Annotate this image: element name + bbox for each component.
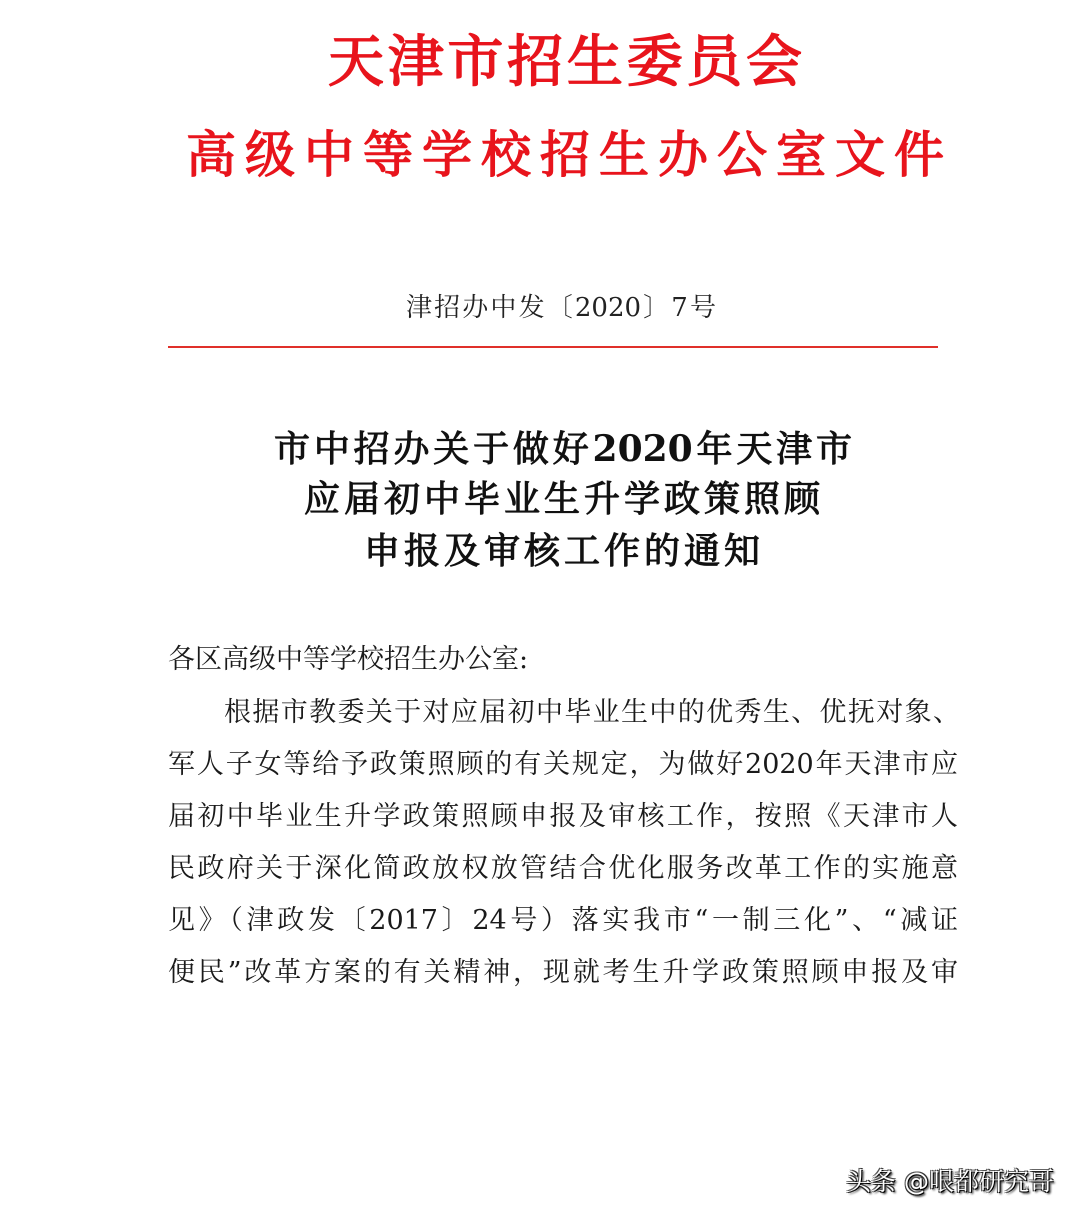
document-number: 津招办中发〔2020〕7号 — [406, 293, 716, 323]
title-line-2: 应届初中毕业生升学政策照顾 — [304, 478, 820, 520]
header-line-1: 天津市招生委员会 — [328, 30, 802, 95]
header-line-2: 高级中等学校招生办公室文件 — [186, 126, 944, 184]
title-line-3: 申报及审核工作的通知 — [364, 530, 760, 572]
body-line: 军人子女等给予政策照顾的有关规定，为做好2020年天津市应 — [168, 749, 958, 780]
body-line: 便民”改革方案的有关精神，现就考生升学政策照顾申报及审 — [168, 957, 958, 988]
body-line: 见》（津政发〔2017〕24号）落实我市“一制三化”、“减证 — [168, 905, 958, 936]
body-line: 民政府关于深化简政放权放管结合优化服务改革工作的实施意 — [168, 853, 958, 884]
body-line: 届初中毕业生升学政策照顾申报及审核工作，按照《天津市人 — [168, 801, 958, 832]
salutation: 各区高级中等学校招生办公室: — [168, 644, 529, 675]
title-line-1: 市中招办关于做好2020年天津市 — [274, 428, 852, 470]
body-line: 根据市教委关于对应届初中毕业生中的优秀生、优抚对象、 — [224, 697, 960, 728]
red-divider — [168, 346, 938, 348]
watermark: 头条 @哏都研究哥 — [846, 1167, 1054, 1196]
